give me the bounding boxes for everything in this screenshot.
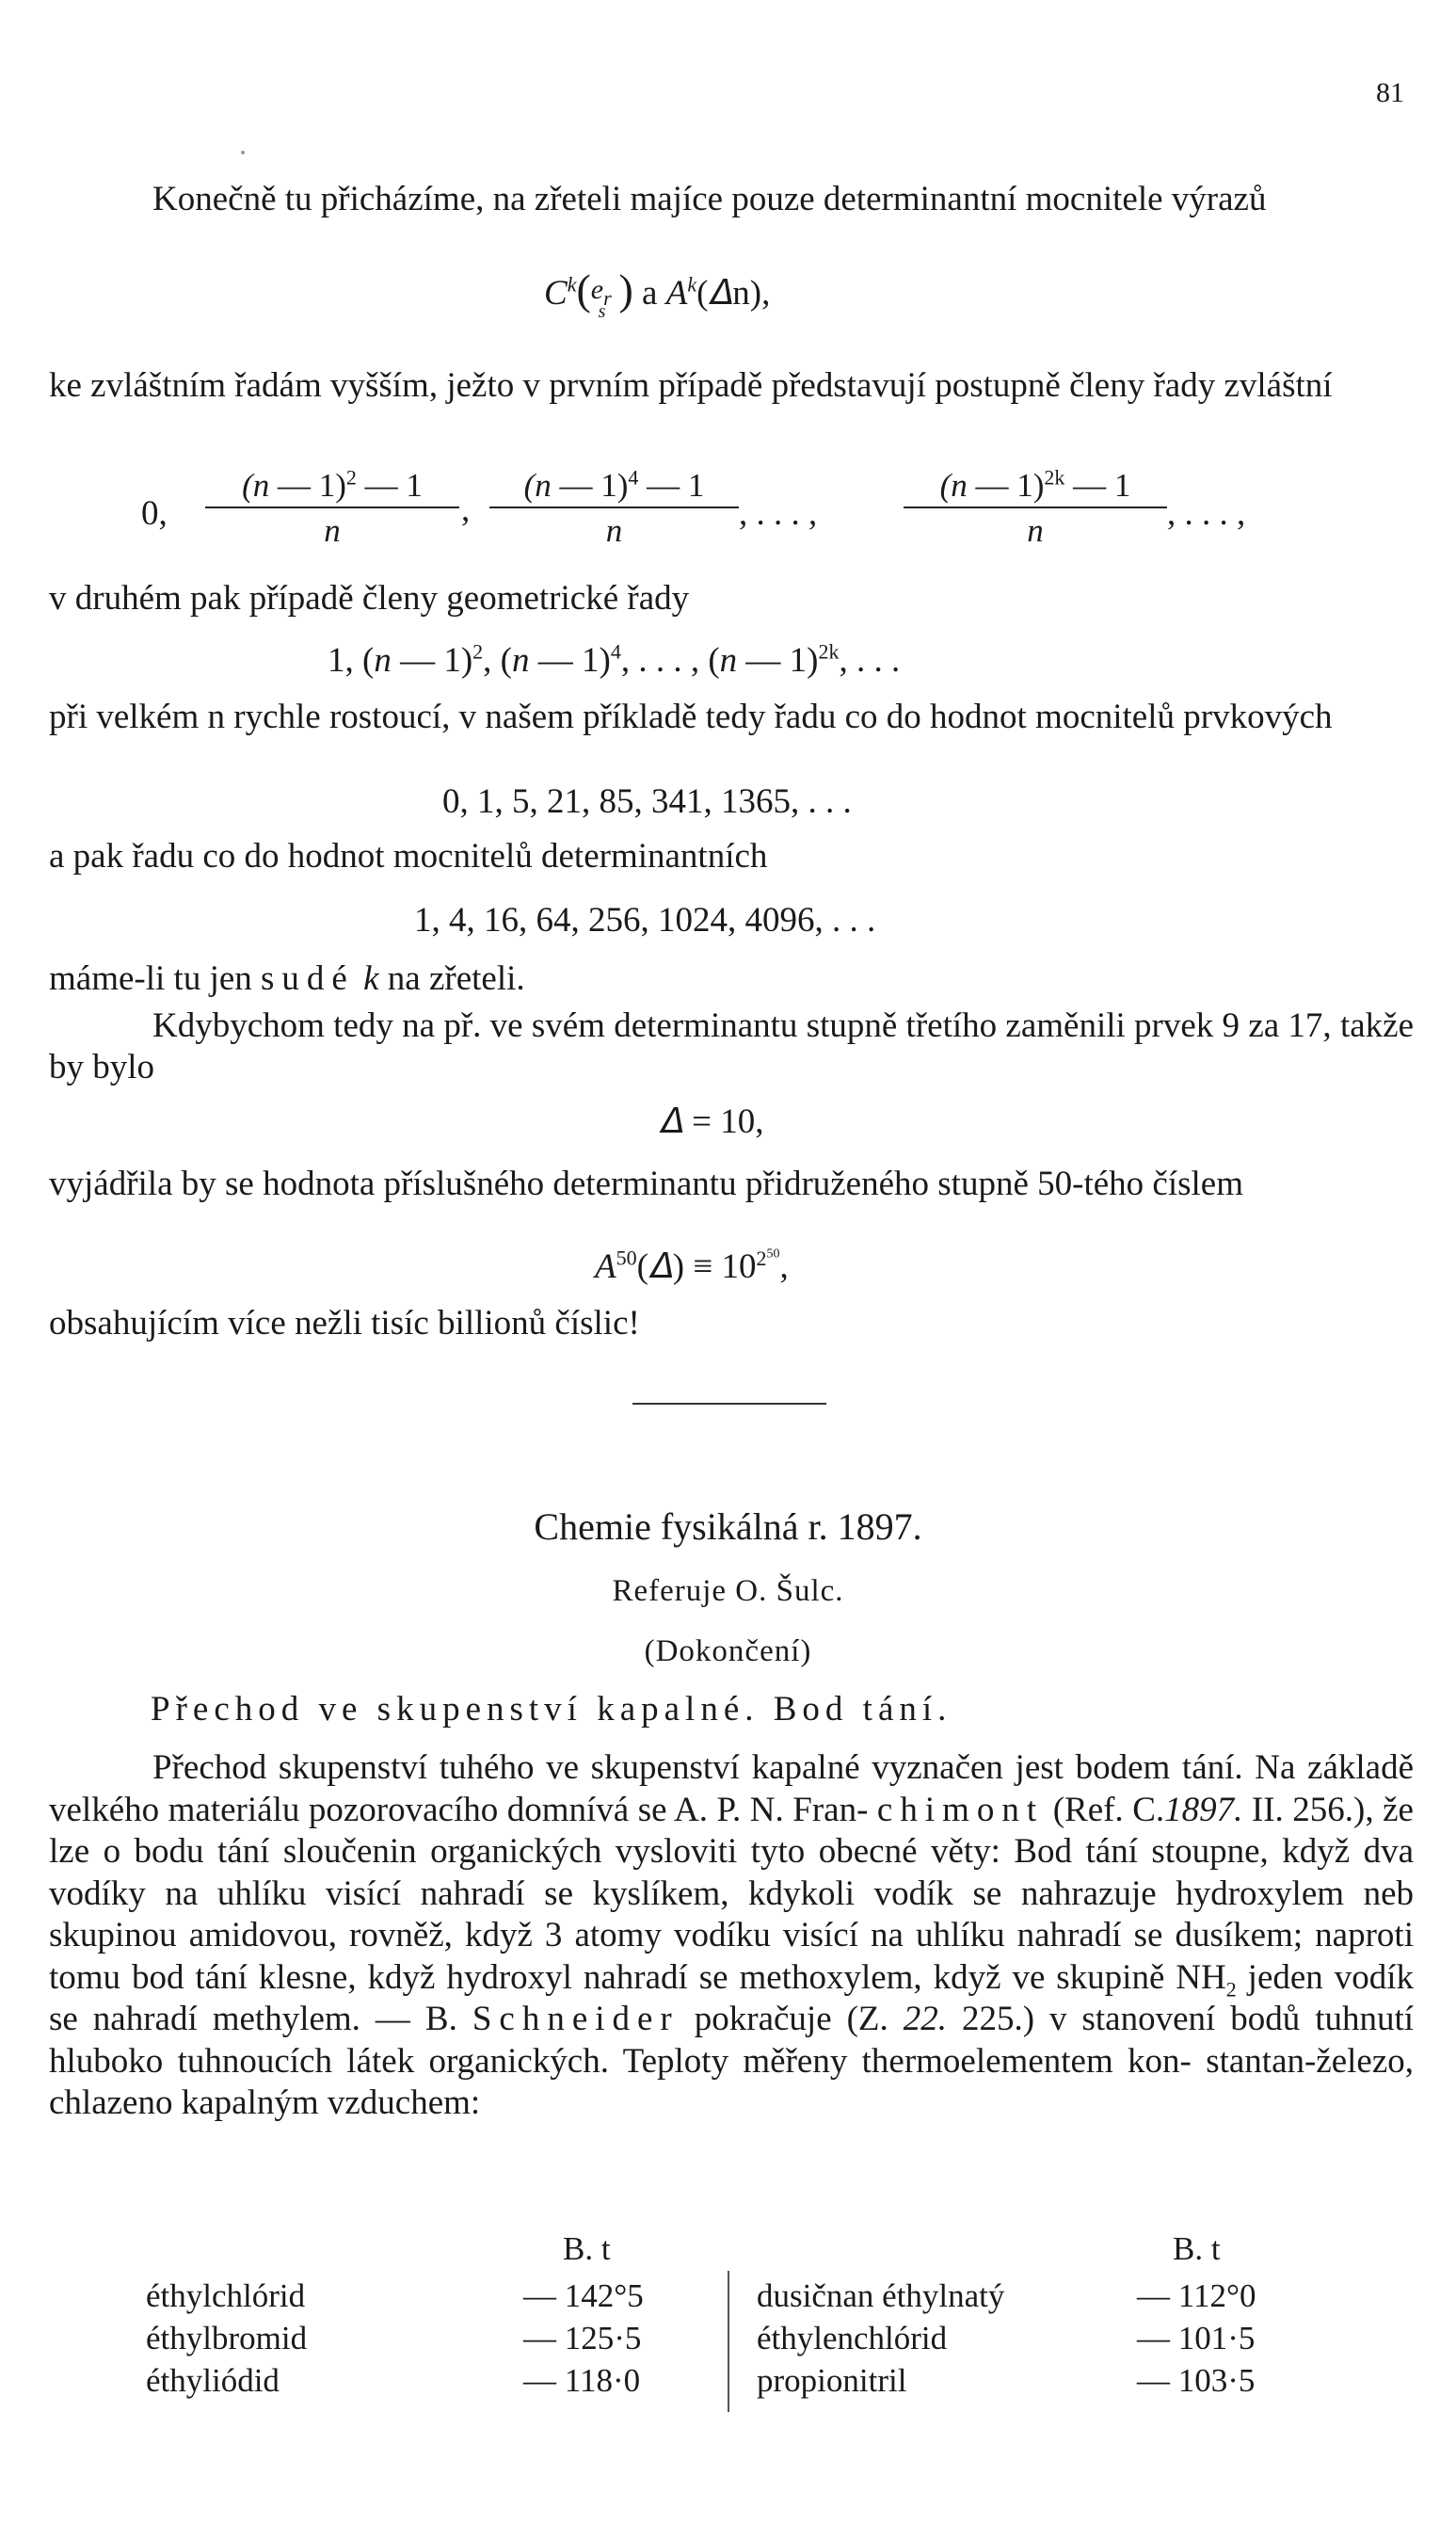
formula-2: 𝛥 = 10, [659,1102,764,1141]
series-1-frac-2: $\frac{(n — 1)^4 — 1}{n}$ [489,467,739,550]
formula-1-rest: (𝛥n), [696,274,771,313]
paragraph-3: v druhém pak případě členy geometrické řady [49,579,690,618]
paragraph-5: a pak řadu co do hodnot mocnitelů determinantních [49,837,768,876]
section-divider [632,1403,826,1405]
formula-1-a: a [642,274,658,313]
formula-1: $C^k(e_{rs}$ ) a $A^k(𝛥n)$, [544,265,771,322]
print-speck [241,151,245,154]
table-right-names [757,2275,1004,2402]
table-row: éthylbromid [146,2320,308,2356]
table-right-values: — 112°0 — 101·5 — 103·5 [1137,2277,1256,2399]
table-row: propionitril [757,2362,907,2399]
paragraph-6: máme-li tu jen sudé k na zřeteli. [49,959,525,998]
page: 81 Konečně tu přicházíme, na zřeteli majíce pouze determinantní mocnitele výrazů $C^k(e_{rs}$ ) a $A^k(𝛥n)$, ke zvláštním řadám vyšším, ježto v prvním případě představují postupně členy řady zvláštní 0, $\frac{(n — 1)^2 — 1}{n}$ , $\frac{(n — 1)^4 — 1}{n}$ , . . . , $\frac{(n — 1)^{2k} — 1}{n}$ , . . . , v druhém pak případě členy geometrické řady 1, (n — 1)$^2$, (n — 1)$^4$, . . . , (n — 1)$^{2k}$, . . . při velkém n rychle rostoucí, v našem příkladě tedy řadu co do hodnot mocnitelů prvkových 0, 1, 5, 21, 85, 341, 1365, . . . a pak řadu co do hodnot mocnitelů determinantních 1, 4, 16, 64, 256, 1024, 4096, . . . máme-li tu jen sudé k na zřeteli. Kdybychom tedy na př. ve svém determinantu stupně třetího zaměnili prvek 9 za 17, takže by bylo 𝛥 = 10, vyjádřila by se hodnota příslušného determinantu přidruženého stupně 50-tého číslem $A^{50}(𝛥) \equiv 10^{2^{50}}$, obsahujícím více nežli tisíc billionů číslic! Chemie fysikálná r. 1897. Referuje O. Šulc. (Dokončení) Přechod ve skupenství kapalné. Bod tání. Přechod skupenství tuhého ve skupenství kapalné vyznačen jest bodem tání. Na základě velkého materiálu pozorovacího domnívá se A. P. N. Fran- chimont (Ref. C.1897. II. 256.), že lze o bodu tání sloučenin organických vysloviti tyto obecné věty: Bod tání stoupne, když dva vodíky na uhlíku visící nahradí se kyslíkem, kdykoli vodík se nahrazuje hydroxylem neb skupinou amidovou, rovněž, když 3 atomy vodíku visící na uhlíku nahradí se dusíkem; naproti tomu bod tání klesne, když hydroxyl nahradí se methoxylem, když ve skupině $NH_2$ jeden vodík se nahradí methylem. — B. Schneider pokračuje (Z. 22. 225.) v stanovení bodů tuhnutí hluboko tuhnoucích látek organických. Teploty měřeny thermoelementem kon- stantan-železo, chlazeno kapalným vzduchem: B. t B. t éthylchlórid éthylbromid éthyliódid — 142°5 — 125·5 — 118·0 dusičnan éthylnatý éthylenchlórid propionitril — 112°0 — 101·5 — 103·5 [0,0,1456,2541]
paragraph-1: Konečně tu přicházíme, na zřeteli majíce pouze determinantní mocnitele výrazů [152,180,1267,218]
table-left-names [146,2275,307,2402]
section-author: Referuje O. Šulc. [612,1574,844,1608]
series-1-dots: , . . . , [739,494,818,533]
table-row: dusičnan éthylnatý [757,2277,1005,2314]
paragraph-4: při velkém n rychle rostoucí, v našem příkladě tedy řadu co do hodnot mocnitelů prvkových [49,698,1333,736]
series-4: 1, 4, 16, 64, 256, 1024, 4096, . . . [414,901,876,940]
series-2: 1, (n — 1)$^2$, (n — 1)$^4$, . . . , (n — 1)$^{2k}$, . . . [328,639,901,680]
table-row: éthylchlórid [146,2277,306,2314]
table-row: éthyliódid [146,2362,280,2399]
table-left-values: — 142°5 — 125·5 — 118·0 [523,2277,644,2399]
body-paragraph: Přechod skupenství tuhého ve skupenství kapalné vyznačen jest bodem tání. Na základě velkého materiálu pozorovacího domnívá se A. P. N. Fran- chimont (Ref. C.1897. II. 256.), že lze o bodu tání sloučenin organických vysloviti tyto obecné věty: Bod tání stoupne, když dva vodíky na uhlíku visící nahradí se kyslíkem, kdykoli vodík se nahrazuje hydroxylem neb skupinou amidovou, rovněž, když 3 atomy vodíku visící na uhlíku nahradí se dusíkem; naproti tomu bod tání klesne, když hydroxyl nahradí se methoxylem, když ve skupině $NH_2$ jeden vodík se nahradí methylem. — B. Schneider pokračuje (Z. 22. 225.) v stanovení bodů tuhnutí hluboko tuhnoucích látek organických. Teploty měřeny thermoelementem kon- stantan-železo, chlazeno kapalným vzduchem: [49,1748,1415,2122]
table-row: éthylenchlórid [757,2320,948,2356]
subsection-title: Přechod ve skupenství kapalné. Bod tání. [151,1690,952,1729]
table-header-left: B. t [563,2230,611,2267]
series-1-zero: 0, [141,494,168,533]
paragraph-9: obsahujícím více nežli tisíc billionů číslic! [49,1304,640,1343]
paragraph-8: vyjádřila by se hodnota příslušného determinantu přidruženého stupně 50-tého číslem [49,1165,1243,1203]
table-header-right: B. t [1173,2230,1221,2267]
series-3: 0, 1, 5, 21, 85, 341, 1365, . . . [442,782,852,821]
series-1-trail: , . . . , [1167,494,1246,533]
formula-3: $A^{50}(𝛥) \equiv 10^{2^{50}}$, [595,1246,789,1286]
table-column-divider [728,2271,729,2412]
section-title: Chemie fysikálná r. 1897. [534,1505,922,1548]
paragraph-2: ke zvláštním řadám vyšším, ježto v prvním případě představují postupně členy řady zvláštní [49,366,1333,405]
section-continuation: (Dokončení) [644,1634,812,1668]
series-1-frac-k: $\frac{(n — 1)^{2k} — 1}{n}$ [904,467,1167,550]
paragraph-7: Kdybychom tedy na př. ve svém determinantu stupně třetího zaměnili prvek 9 za 17, takže by bylo [49,1006,1414,1086]
page-number: 81 [1376,77,1404,108]
series-1-frac-1: $\frac{(n — 1)^2 — 1}{n}$ [205,467,459,550]
